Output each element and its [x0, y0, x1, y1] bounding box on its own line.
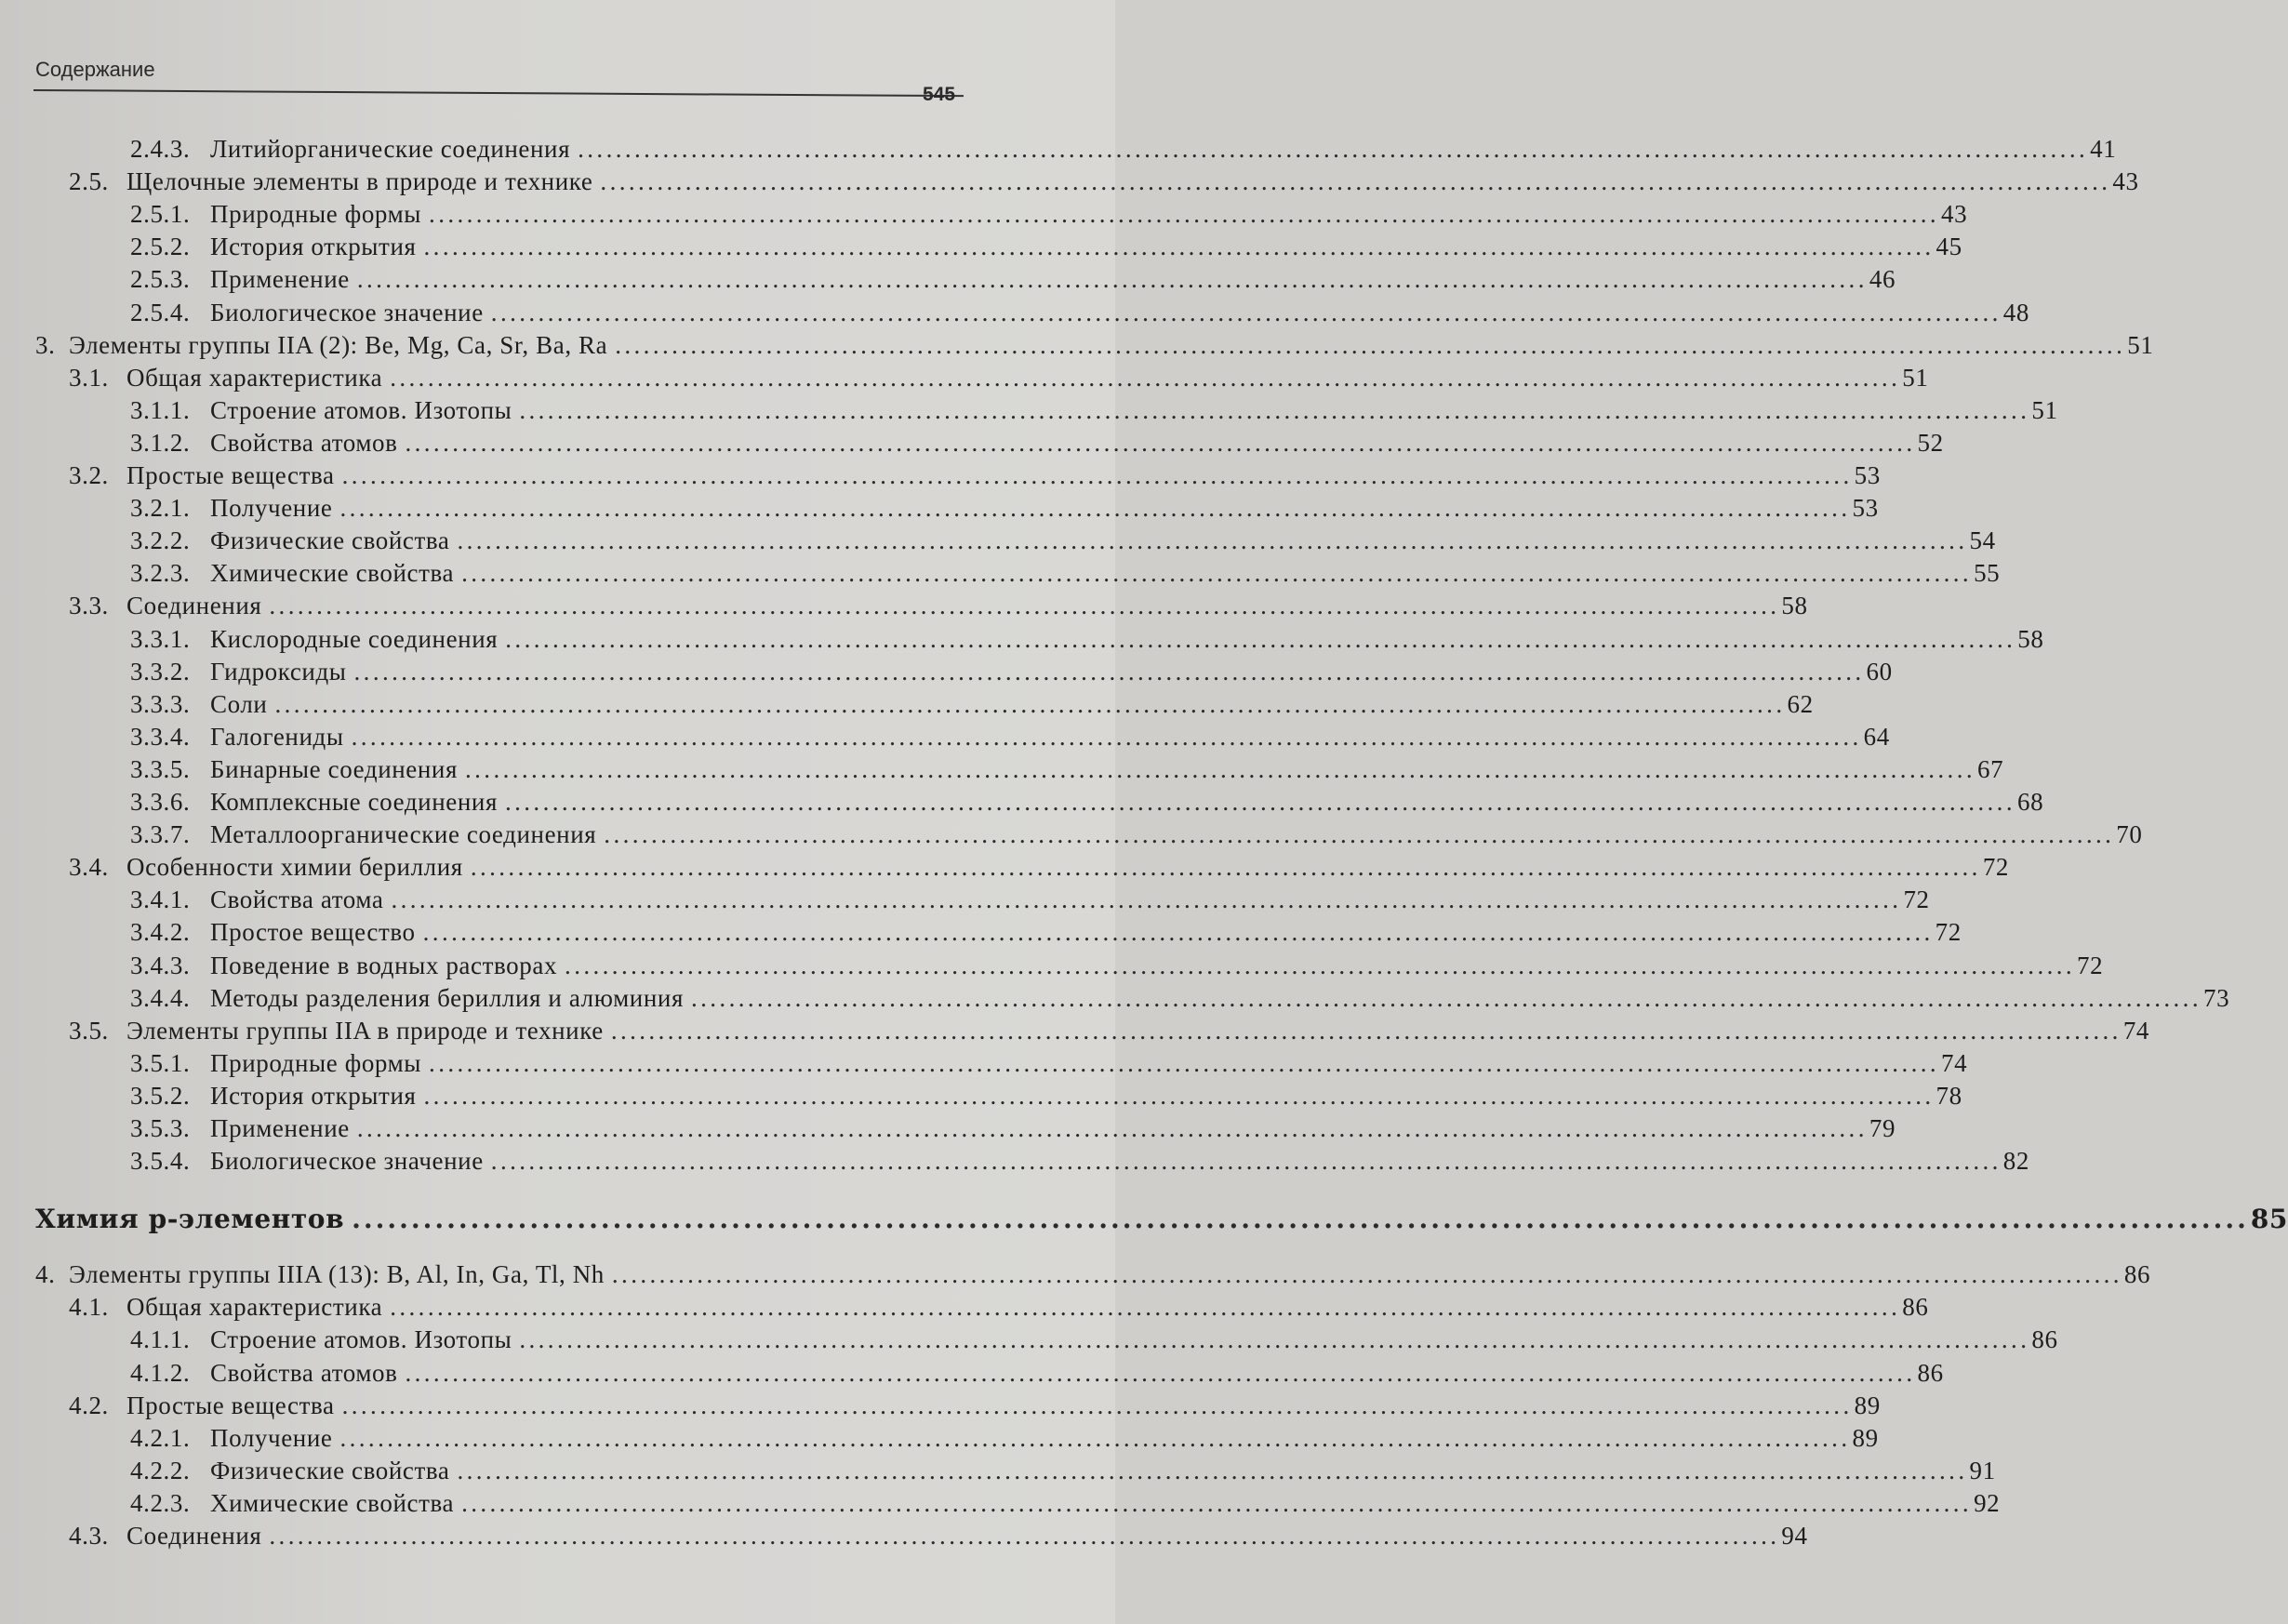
toc-entry [130, 753, 2004, 785]
toc-entry-title: История открытия [210, 1082, 417, 1110]
toc-entry-title: Кислородные соединения [210, 625, 499, 653]
toc-entry [69, 1291, 1929, 1323]
toc-entry-number: 3.5.4. [130, 1147, 191, 1175]
toc-entry-number: 4.3. [69, 1522, 109, 1550]
toc-entry-title: Свойства атомов [210, 429, 398, 457]
toc-entry-page: 92 [1974, 1489, 2001, 1517]
toc-part-heading [35, 1204, 2288, 1235]
dot-leader: ................................................................................................................................................................ [604, 820, 2115, 848]
toc-entry [130, 1080, 1962, 1112]
toc-entry-number: 4.1.2. [130, 1359, 191, 1387]
toc-entry-number: 3.3.2. [130, 658, 191, 686]
dot-leader: ................................................................................................................................................................ [429, 1049, 1940, 1077]
toc-entry-page: 91 [1969, 1457, 1996, 1484]
dot-leader: ................................................................................................................................................................ [519, 396, 2030, 424]
toc-entry-page: 43 [1941, 200, 1968, 228]
toc-entry-title: Щелочные элементы в природе и технике [126, 167, 593, 195]
dot-leader: ................................................................................................................................................................ [390, 364, 1901, 392]
toc-entry-page: 43 [2112, 167, 2139, 195]
toc-entry-page: 53 [1852, 494, 1879, 522]
toc-entry-number: 3.3.1. [130, 625, 191, 653]
toc-entry [130, 1145, 2029, 1177]
toc-entry-page: 85 [2250, 1204, 2288, 1234]
toc-entry [130, 198, 1968, 230]
toc-entry-number: 3.2.2. [130, 526, 191, 554]
toc-entry [130, 1422, 1879, 1454]
dot-leader: ................................................................................................................................................................ [390, 1293, 1901, 1321]
dot-leader: ................................................................................................................................................................ [578, 135, 2089, 163]
toc-entry-title: Гидроксиды [210, 658, 347, 686]
dot-leader: ................................................................................................................................................................ [341, 461, 1853, 489]
toc-entry-number: 4.1. [69, 1293, 109, 1321]
toc-entry [130, 916, 1962, 948]
toc-entry [130, 1324, 2058, 1355]
toc-entry-number: 3.5.1. [130, 1049, 191, 1077]
toc-entry-number: 3.3.4. [130, 723, 191, 751]
toc-entry [130, 394, 2058, 426]
toc-entry-number: 3.1.1. [130, 396, 191, 424]
toc-entry [69, 1015, 2150, 1046]
toc-entry [130, 623, 2044, 655]
toc-entry-number: 3.1. [69, 364, 109, 392]
toc-entry-title: Соединения [126, 1522, 262, 1550]
toc-entry-page: 79 [1869, 1114, 1896, 1142]
toc-entry-title: Биологическое значение [210, 1147, 484, 1175]
toc-entry-title: Соли [210, 690, 268, 718]
toc-entry-title: Физические свойства [210, 526, 450, 554]
dot-leader: ................................................................................................................................................................ [461, 1489, 1973, 1517]
toc-entry [69, 362, 1929, 393]
dot-leader: ................................................................................................................................................................ [269, 592, 1780, 619]
toc-entry-title: Применение [210, 265, 350, 293]
toc-entry-title: Химические свойства [210, 1489, 455, 1517]
dot-leader: ................................................................................................................................................................ [461, 559, 1973, 587]
dot-leader: ................................................................................................................................................................ [423, 1082, 1935, 1110]
toc-entry-title: Биологическое значение [210, 299, 484, 326]
dot-leader: ................................................................................................................................................................ [457, 1457, 1968, 1484]
dot-leader: ................................................................................................................................................................ [504, 788, 2015, 816]
toc-entry-number: 3.5. [69, 1017, 109, 1045]
toc-entry-number: 3.4.1. [130, 885, 191, 913]
toc-entry-title: Простые вещества [126, 461, 335, 489]
toc-entry [130, 133, 2117, 165]
toc-entry-number: 3.3.7. [130, 820, 191, 848]
dot-leader: ................................................................................................................................................................ [339, 1424, 1851, 1452]
toc-entry [35, 1258, 2151, 1290]
dot-leader: ................................................................................................................................................................ [490, 299, 2002, 326]
toc-entry-page: 60 [1866, 658, 1893, 686]
toc-entry-page: 41 [2090, 135, 2117, 163]
toc-entry-title: Литийорганические соединения [210, 135, 571, 163]
toc-entry-number: 3.4.4. [130, 984, 191, 1012]
toc-entry-number: 3.2.3. [130, 559, 191, 587]
toc-entry-title: Применение [210, 1114, 350, 1142]
dot-leader: ................................................................................................................................................................ [339, 494, 1851, 522]
toc-entry-page: 86 [1902, 1293, 1929, 1321]
toc-entry-number: 3.3. [69, 592, 109, 619]
toc-entry-title: Природные формы [210, 1049, 422, 1077]
dot-leader: ................................................................................................................................................................ [519, 1325, 2030, 1353]
toc-entry-number: 4.2. [69, 1391, 109, 1419]
toc-entry [69, 851, 2010, 883]
toc-entry-page: 72 [2077, 952, 2104, 979]
dot-leader: ................................................................................................................................................................ [610, 1017, 2122, 1045]
toc-entry-page: 67 [1977, 755, 2004, 783]
toc-entry-number: 3.5.3. [130, 1114, 191, 1142]
toc-entry [130, 1047, 1968, 1079]
toc-entry-number: 2.5. [69, 167, 109, 195]
toc-entry-page: 46 [1869, 265, 1896, 293]
toc-entry [130, 1455, 1996, 1486]
toc-entry-page: 74 [2122, 1017, 2150, 1045]
toc-entry-page: 51 [1902, 364, 1929, 392]
dot-leader: ................................................................................................................................................................ [565, 952, 2076, 979]
toc-entry-number: 3.4.2. [130, 918, 191, 946]
toc-entry-title: Природные формы [210, 200, 422, 228]
toc-entry [130, 231, 1962, 262]
toc-entry-page: 54 [1969, 526, 1996, 554]
toc-entry-page: 86 [2031, 1325, 2058, 1353]
toc-entry [69, 590, 1808, 621]
toc-entry-title: Общая характеристика [126, 1293, 383, 1321]
toc-entry-title: Методы разделения бериллия и алюминия [210, 984, 684, 1012]
toc-entry-number: 2.4.3. [130, 135, 191, 163]
toc-entry [130, 525, 1996, 556]
toc-entry-title: Свойства атомов [210, 1359, 398, 1387]
toc-entry-title: Поведение в водных растворах [210, 952, 558, 979]
toc-entry-number: 3.5.2. [130, 1082, 191, 1110]
toc-entry-title: История открытия [210, 233, 417, 260]
toc-entry-title: Физические свойства [210, 1457, 450, 1484]
toc-entry-number: 2.5.3. [130, 265, 191, 293]
toc-entry-title: Бинарные соединения [210, 755, 458, 783]
toc-entry-number: 3.3.5. [130, 755, 191, 783]
dot-leader: ................................................................................................................................................................ [615, 331, 2126, 359]
dot-leader: ................................................................................................................................................................ [356, 1114, 1868, 1142]
dot-leader: ................................................................................................................................................................ [274, 690, 1786, 718]
dot-leader: ................................................................................................................................................................ [405, 429, 1916, 457]
toc-entry-page: 82 [2002, 1147, 2029, 1175]
toc-entry [130, 1112, 1896, 1144]
toc-entry-page: 89 [1852, 1424, 1879, 1452]
dot-leader: ................................................................................................................................................................ [353, 658, 1865, 686]
toc-entry-title: Особенности химии бериллия [126, 853, 463, 881]
dot-leader: ................................................................................................................................................................ [600, 167, 2111, 195]
toc-entry-title: Простое вещество [210, 918, 416, 946]
dot-leader: ................................................................................................................................................................ [341, 1391, 1853, 1419]
toc-entry [130, 1357, 1944, 1389]
toc-entry [130, 492, 1879, 524]
toc-entry-page: 51 [2031, 396, 2058, 424]
toc-entry-number: 3.2. [69, 461, 109, 489]
running-header-title: Содержание [35, 58, 155, 81]
toc-entry [130, 297, 2029, 328]
toc-entry-title: Элементы группы IIIA (13): B, Al, In, Ga, Tl, Nh [69, 1260, 605, 1288]
toc-entry-number: 4.2.2. [130, 1457, 191, 1484]
page-number: 545 [923, 84, 956, 105]
toc-entry-page: 52 [1917, 429, 1944, 457]
dot-leader: ................................................................................................................................................................ [690, 984, 2202, 1012]
toc-entry-page: 53 [1854, 461, 1881, 489]
toc-entry [130, 950, 2104, 981]
toc-entry-number: 3.1.2. [130, 429, 191, 457]
toc-entry-title: Химические свойства [210, 559, 455, 587]
dot-leader: ................................................................................................................................................................ [490, 1147, 2002, 1175]
toc-entry [130, 688, 1814, 720]
toc-entry-title: Элементы группы IIA в природе и технике [126, 1017, 604, 1045]
dot-leader: ................................................................................................................................................................ [422, 918, 1934, 946]
toc-entry [35, 329, 2154, 361]
toc-entry-page: 73 [2202, 984, 2230, 1012]
toc-entry [130, 263, 1896, 295]
toc-entry [130, 557, 2001, 589]
toc-entry [69, 166, 2139, 197]
toc-entry [69, 1520, 1808, 1551]
toc-entry [130, 721, 1890, 752]
toc-entry [130, 427, 1944, 459]
toc-entry-page: 89 [1854, 1391, 1881, 1419]
toc-entry-title: Свойства атома [210, 885, 384, 913]
toc-entry-title: Химия p-элементов [35, 1204, 345, 1234]
toc-entry-number: 3.2.1. [130, 494, 191, 522]
toc-entry-title: Элементы группы IIA (2): Be, Mg, Ca, Sr, Ba, Ra [69, 331, 608, 359]
toc-entry-number: 2.5.1. [130, 200, 191, 228]
toc-entry-number: 3. [35, 331, 56, 359]
toc-entry [69, 459, 1881, 491]
dot-leader: ................................................................................................................................................................ [356, 265, 1868, 293]
dot-leader: ................................................................................................................................................................ [405, 1359, 1916, 1387]
toc-entry-number: 3.3.3. [130, 690, 191, 718]
toc-entry-page: 86 [1917, 1359, 1944, 1387]
dot-leader: ................................................................................................................................................................ [505, 625, 2016, 653]
toc-entry-number: 3.4. [69, 853, 109, 881]
toc-entry-title: Получение [210, 1424, 333, 1452]
toc-entry-page: 48 [2002, 299, 2029, 326]
toc-entry [130, 982, 2230, 1014]
toc-entry [130, 656, 1893, 687]
toc-entry-page: 72 [1903, 885, 1930, 913]
toc-entry-number: 4.2.1. [130, 1424, 191, 1452]
toc-entry-number: 4.1.1. [130, 1325, 191, 1353]
dot-leader: ................................................................................................................................................................ [269, 1522, 1780, 1550]
toc-entry-title: Строение атомов. Изотопы [210, 396, 512, 424]
toc-entry-page: 94 [1781, 1522, 1808, 1550]
toc-entry-number: 4. [35, 1260, 56, 1288]
toc-entry-page: 62 [1787, 690, 1814, 718]
toc-entry-title: Строение атомов. Изотопы [210, 1325, 512, 1353]
toc-entry [130, 786, 2044, 818]
toc-entry-number: 3.3.6. [130, 788, 191, 816]
toc-entry-title: Получение [210, 494, 333, 522]
toc-entry-title: Металлоорганические соединения [210, 820, 597, 848]
dot-leader: ................................................................................................................................................................ [423, 233, 1935, 260]
dot-leader: ................................................................................................................................................................ [457, 526, 1968, 554]
toc-entry-page: 55 [1974, 559, 2001, 587]
toc-entry [130, 819, 2143, 850]
toc-entry-page: 64 [1863, 723, 1890, 751]
toc-entry-page: 68 [2016, 788, 2044, 816]
dot-leader: ................................................................................................................................................................ [465, 755, 1975, 783]
toc-entry-number: 3.4.3. [130, 952, 191, 979]
toc-entry [130, 884, 1930, 915]
toc-entry-page: 58 [1781, 592, 1808, 619]
toc-entry-number: 4.2.3. [130, 1489, 191, 1517]
toc-entry-page: 72 [1982, 853, 2010, 881]
toc-entry-page: 45 [1935, 233, 1962, 260]
toc-entry-page: 70 [2116, 820, 2143, 848]
toc-entry-page: 72 [1935, 918, 1962, 946]
dot-leader: ................................................................................................................................................................ [352, 1204, 2249, 1234]
toc-entry-title: Простые вещества [126, 1391, 335, 1419]
toc-entry-page: 78 [1935, 1082, 1962, 1110]
dot-leader: ................................................................................................................................................................ [611, 1260, 2122, 1288]
toc-entry-page: 51 [2127, 331, 2154, 359]
toc-entry-page: 58 [2017, 625, 2044, 653]
dot-leader: ................................................................................................................................................................ [391, 885, 1902, 913]
toc-entry-page: 86 [2123, 1260, 2151, 1288]
toc-entry [130, 1487, 2001, 1519]
toc-entry-title: Общая характеристика [126, 364, 383, 392]
toc-entry [69, 1390, 1881, 1421]
dot-leader: ................................................................................................................................................................ [470, 853, 1981, 881]
toc-entry-page: 74 [1941, 1049, 1968, 1077]
toc-entry-number: 2.5.2. [130, 233, 191, 260]
toc-entry-title: Соединения [126, 592, 262, 619]
toc-entry-number: 2.5.4. [130, 299, 191, 326]
toc-entry-title: Галогениды [210, 723, 344, 751]
dot-leader: ................................................................................................................................................................ [429, 200, 1940, 228]
dot-leader: ................................................................................................................................................................ [351, 723, 1862, 751]
toc-entry-title: Комплексные соединения [210, 788, 498, 816]
